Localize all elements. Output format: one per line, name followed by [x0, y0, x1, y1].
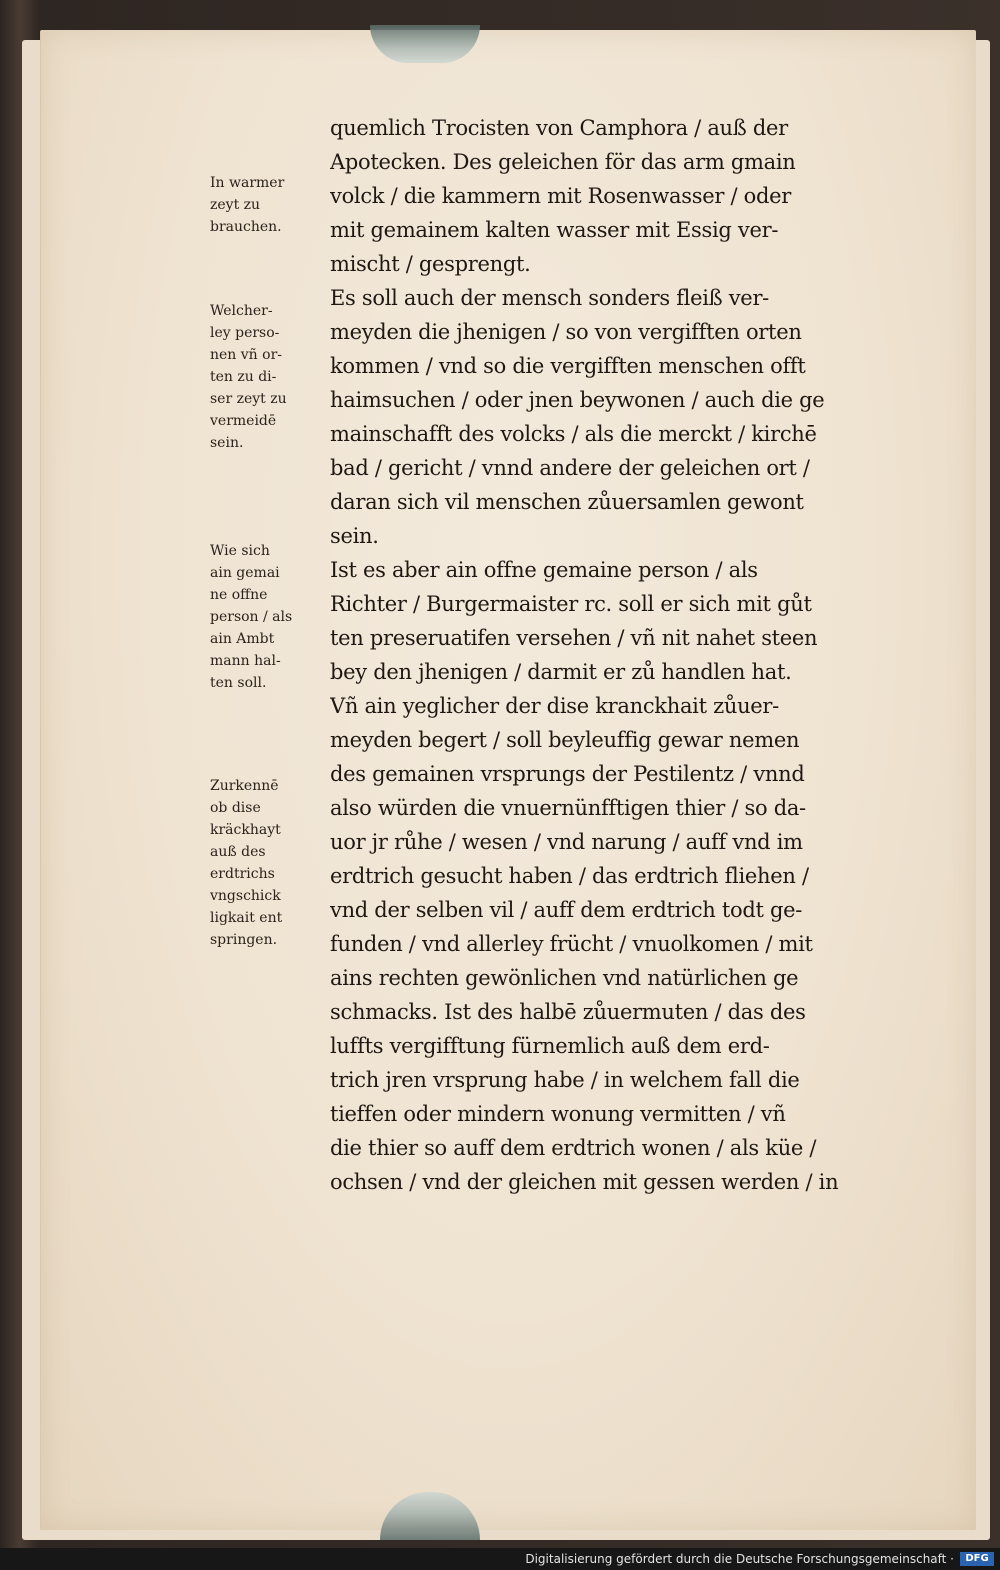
margin-note-line: Welcher-: [210, 303, 273, 319]
margin-note-line: ley perso-: [210, 325, 280, 341]
text-line: kommen / vnd so die vergifften menschen offt: [330, 354, 806, 378]
text-line: mit gemainem kalten wasser mit Essig ver-: [330, 218, 779, 242]
text-line: bey den jhenigen / darmit er zů handlen hat.: [330, 660, 792, 684]
text-line: tieffen oder mindern wonung vermitten / vñ: [330, 1102, 786, 1126]
margin-note-line: mann hal-: [210, 653, 281, 669]
margin-note-line: person / als: [210, 609, 293, 625]
margin-note-public-official: [210, 540, 346, 694]
text-line: bad / gericht / vnnd andere der geleichen ort /: [330, 456, 810, 480]
text-line: schmacks. Ist des halbē zůuermuten / das des: [330, 1000, 806, 1024]
text-line: quemlich Trocisten von Camphora / auß der: [330, 116, 788, 140]
text-line: mischt / gesprengt.: [330, 252, 531, 276]
text-line: vnd der selben vil / auff dem erdtrich todt ge-: [330, 898, 803, 922]
margin-note-line: sein.: [210, 435, 244, 451]
dfg-logo: DFG: [960, 1552, 994, 1566]
margin-note-earth-origin: [210, 775, 346, 951]
text-line: mainschafft des volcks / als die merckt / kirchē: [330, 422, 817, 446]
margin-note-line: ten zu di-: [210, 369, 277, 385]
text-line: ochsen / vnd der gleichen mit gessen werden / in: [330, 1170, 839, 1194]
text-line: Vñ ain yeglicher der dise kranckhait zůuer-: [330, 694, 779, 718]
text-line: meyden begert / soll beyleuffig gewar nemen: [330, 728, 800, 752]
margin-note-line: erdtrichs: [210, 866, 275, 882]
margin-note-line: ten soll.: [210, 675, 267, 691]
text-line: erdtrich gesucht haben / das erdtrich fliehen /: [330, 864, 809, 888]
text-line: ten preseruatifen versehen / vñ nit nahet steen: [330, 626, 818, 650]
footer-credit-text: Digitalisierung gefördert durch die Deutsche Forschungsgemeinschaft ·: [525, 1552, 954, 1566]
margin-note-line: kräckhayt: [210, 822, 281, 838]
margin-note-line: ain gemai: [210, 565, 280, 581]
text-line: funden / vnd allerley frücht / vnuolkomen / mit: [330, 932, 813, 956]
margin-note-line: zeyt zu: [210, 197, 261, 213]
text-line: Apotecken. Des geleichen för das arm gmain: [330, 150, 796, 174]
margin-note-line: In warmer: [210, 175, 285, 191]
text-line: also würden die vnuernünfftigen thier / so da-: [330, 796, 806, 820]
text-line: Richter / Burgermaister rc. soll er sich mit gůt: [330, 592, 812, 616]
text-line: meyden die jhenigen / so von vergifften orten: [330, 320, 802, 344]
text-line: trich jren vrsprung habe / in welchem fall die: [330, 1068, 800, 1092]
margin-note-line: ain Ambt: [210, 631, 275, 647]
margin-note-line: ser zeyt zu: [210, 391, 287, 407]
text-line: daran sich vil menschen zůuersamlen gewont: [330, 490, 804, 514]
margin-note-line: ne offne: [210, 587, 268, 603]
text-line: Ist es aber ain offne gemaine person / als: [330, 558, 758, 582]
margin-note-line: ligkait ent: [210, 910, 283, 926]
margin-note-line: auß des: [210, 844, 266, 860]
margin-note-line: nen vñ or-: [210, 347, 282, 363]
text-line: ains rechten gewönlichen vnd natürlichen ge: [330, 966, 799, 990]
margin-note-warm-season: [210, 172, 346, 238]
margin-note-line: vermeidē: [210, 413, 277, 429]
text-line: volck / die kammern mit Rosenwasser / oder: [330, 184, 791, 208]
margin-note-line: springen.: [210, 932, 278, 948]
margin-note-persons-to-avoid: [210, 300, 346, 454]
margin-note-line: vngschick: [210, 888, 281, 904]
text-line: sein.: [330, 524, 379, 548]
margin-note-line: Zurkennē: [210, 778, 279, 794]
margin-note-line: Wie sich: [210, 543, 270, 559]
text-line: des gemainen vrsprungs der Pestilentz / vnnd: [330, 762, 805, 786]
text-line: luffts vergifftung fürnemlich auß dem erd-: [330, 1034, 770, 1058]
margin-note-line: ob dise: [210, 800, 261, 816]
text-line: haimsuchen / oder jnen beywonen / auch die ge: [330, 388, 825, 412]
digitization-footer: [0, 1548, 1000, 1570]
margin-note-line: brauchen.: [210, 219, 282, 235]
text-line: die thier so auff dem erdtrich wonen / als küe /: [330, 1136, 817, 1160]
text-line: Es soll auch der mensch sonders fleiß ver-: [330, 286, 769, 310]
text-line: uor jr růhe / wesen / vnd narung / auff vnd im: [330, 830, 803, 854]
